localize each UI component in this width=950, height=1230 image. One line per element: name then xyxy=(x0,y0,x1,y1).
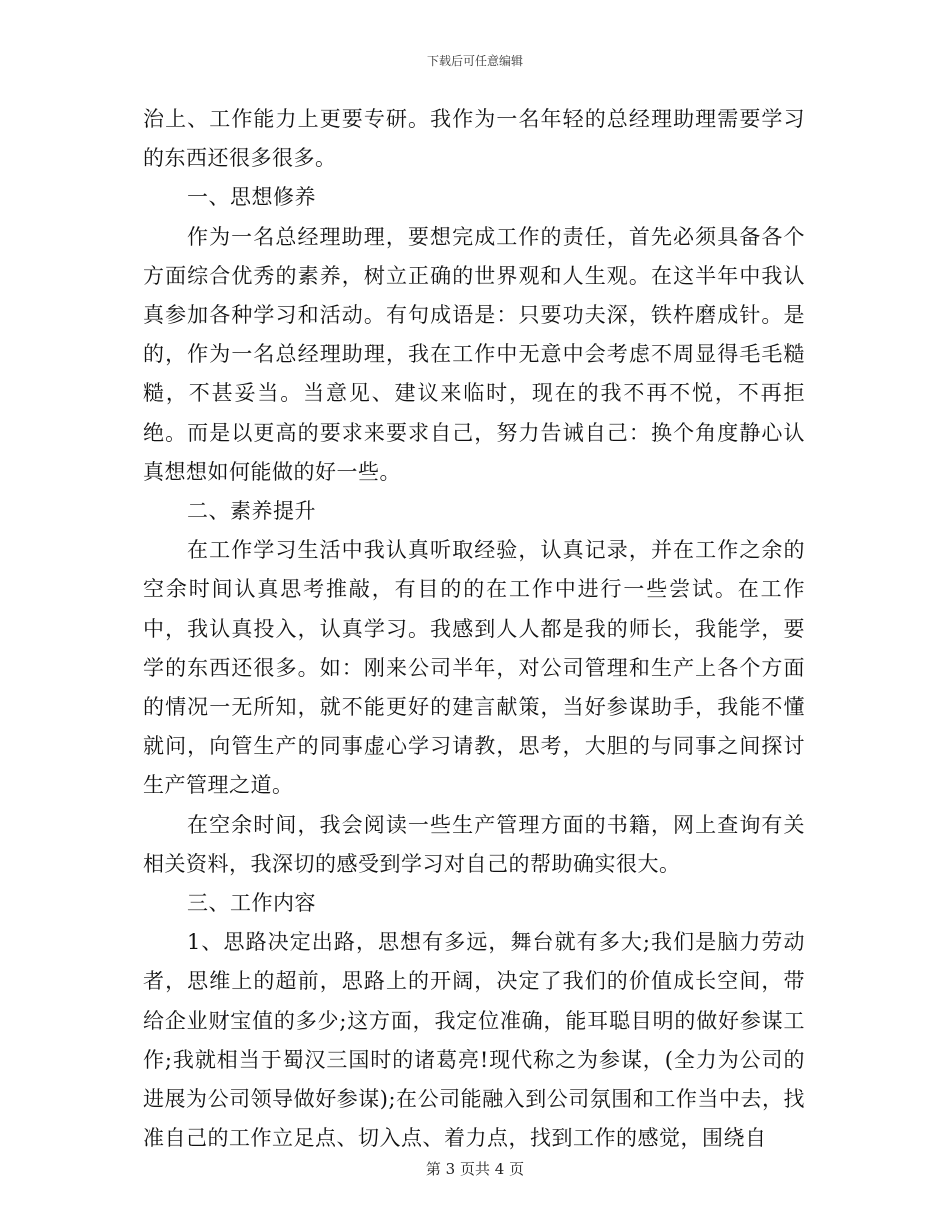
page-number: 第 3 页共 4 页 xyxy=(425,1160,525,1178)
paragraph: 作为一名总经理助理，要想完成工作的责任，首先必须具备各个方面综合优秀的素养，树立正确的世界观和人生观。在这半年中我认真参加各种学习和活动。有句成语是：只要功夫深，铁杵磨成针。是的，作为一名总经理助理，我在工作中无意中会考虑不周显得毛毛糙糙，不甚妥当。当意见、建议来临时，现在的我不再不悦，不再拒绝。而是以更高的要求来要求自己，努力告诫自己：换个角度静心认真想想如何能做的好一些。 xyxy=(143,224,805,484)
section-heading-3: 三、工作内容 xyxy=(187,891,316,916)
paragraph: 1、思路决定出路，思想有多远，舞台就有多大;我们是脑力劳动者，思维上的超前，思路上的开阔，决定了我们的价值成长空间，带给企业财宝值的多少;这方面，我定位准确，能耳聪目明的做好参谋工作;我就相当于蜀汉三国时的诸葛亮!现代称之为参谋，(全力为公司的进展为公司领导做好参谋);在公司能融入到公司氛围和工作当中去，找准自己的工作立足点、切入点、着力点，找到工作的感觉，围绕自 xyxy=(143,930,805,1151)
document-body xyxy=(143,100,805,1158)
section-heading-2: 二、素养提升 xyxy=(187,499,316,524)
page-header: 下载后可任意编辑 xyxy=(426,54,523,68)
section-heading-1: 一、思想修养 xyxy=(187,185,316,210)
paragraph-continuation: 治上、工作能力上更要专研。我作为一名年轻的总经理助理需要学习的东西还很多很多。 xyxy=(143,107,805,171)
paragraph: 在工作学习生活中我认真听取经验，认真记录，并在工作之余的空余时间认真思考推敲，有目的的在工作中进行一些尝试。在工作中，我认真投入，认真学习。我感到人人都是我的师长，我能学，要学的东西还很多。如：刚来公司半年，对公司管理和生产上各个方面的情况一无所知，就不能更好的建言献策，当好参谋助手，我能不懂就问，向管生产的同事虚心学习请教，思考，大胆的与同事之间探讨生产管理之道。 xyxy=(143,538,805,798)
paragraph: 在空余时间，我会阅读一些生产管理方面的书籍，网上查询有关相关资料，我深切的感受到学习对自己的帮助确实很大。 xyxy=(143,812,805,876)
